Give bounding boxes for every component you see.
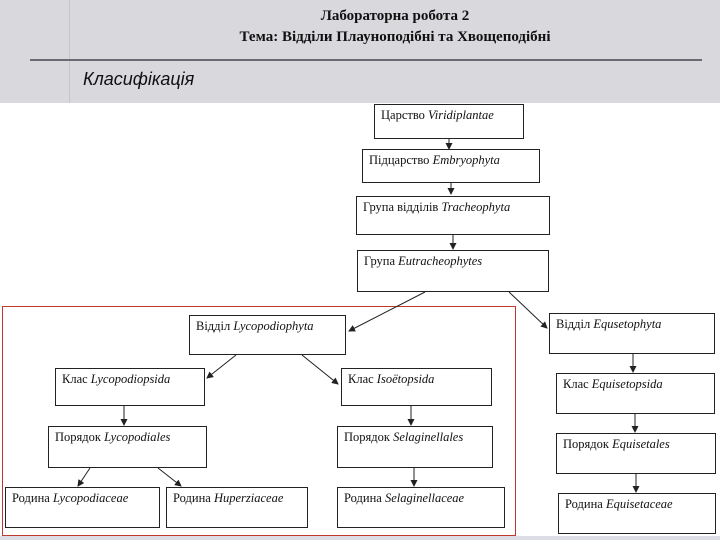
node-taxon: Tracheophyta	[441, 200, 511, 214]
node-division-lycopodiophyta	[189, 315, 346, 355]
node-class-isoetopsida	[341, 368, 492, 406]
node-prefix: Відділ	[556, 317, 594, 331]
node-prefix: Родина	[344, 491, 385, 505]
node-taxon: Viridiplantae	[428, 108, 494, 122]
node-class-lycopodiopsida	[55, 368, 205, 406]
node-prefix: Клас	[563, 377, 592, 391]
node-prefix: Порядок	[344, 430, 394, 444]
node-prefix: Група відділів	[363, 200, 442, 214]
node-order-selaginellales	[337, 426, 493, 468]
node-taxon: Selaginellales	[393, 430, 464, 444]
node-subkingdom	[362, 149, 540, 183]
node-prefix: Родина	[12, 491, 53, 505]
node-taxon: Equisetales	[612, 437, 670, 451]
node-family-huperziaceae	[166, 487, 308, 528]
node-group-eutracheophytes	[357, 250, 549, 292]
header-rule	[30, 59, 702, 61]
node-taxon: Isoëtopsida	[376, 372, 435, 386]
node-taxon: Huperziaceae	[213, 491, 284, 505]
node-prefix: Клас	[348, 372, 377, 386]
node-taxon: Equsetophyta	[593, 317, 662, 331]
node-taxon: Lycopodiaceae	[52, 491, 129, 505]
footer-strip	[0, 536, 720, 540]
node-taxon: Embryophyta	[432, 153, 500, 167]
node-taxon: Eutracheophytes	[398, 254, 483, 268]
node-family-lycopodiaceae	[5, 487, 160, 528]
slide-title: Лабораторна робота 2	[320, 8, 470, 24]
node-taxon: Equisetopsida	[591, 377, 663, 391]
node-prefix: Порядок	[563, 437, 613, 451]
node-family-equisetaceae	[558, 493, 716, 534]
node-taxon: Lycopodiopsida	[90, 372, 171, 386]
node-prefix: Родина	[173, 491, 214, 505]
node-order-equisetales	[556, 433, 716, 474]
node-prefix: Порядок	[55, 430, 105, 444]
slide-subtitle: Тема: Відділи Плауноподібні та Хвощеподібні	[239, 29, 551, 45]
node-prefix: Царство	[381, 108, 429, 122]
node-kingdom	[374, 104, 524, 139]
node-prefix: Відділ	[196, 319, 234, 333]
node-family-selaginellaceae	[337, 487, 505, 528]
node-taxon: Equisetaceae	[605, 497, 673, 511]
node-prefix: Група	[364, 254, 399, 268]
node-class-equisetopsida	[556, 373, 715, 414]
node-order-lycopodiales	[48, 426, 207, 468]
node-taxon: Selaginellaceae	[384, 491, 465, 505]
node-prefix: Клас	[62, 372, 91, 386]
node-division-equsetophyta	[549, 313, 715, 354]
node-prefix: Родина	[565, 497, 606, 511]
node-prefix: Підцарство	[369, 153, 433, 167]
node-taxon: Lycopodiales	[104, 430, 171, 444]
node-division-group-tracheophyta	[356, 196, 550, 235]
section-heading: Класифікація	[83, 69, 195, 89]
node-taxon: Lycopodiophyta	[233, 319, 314, 333]
